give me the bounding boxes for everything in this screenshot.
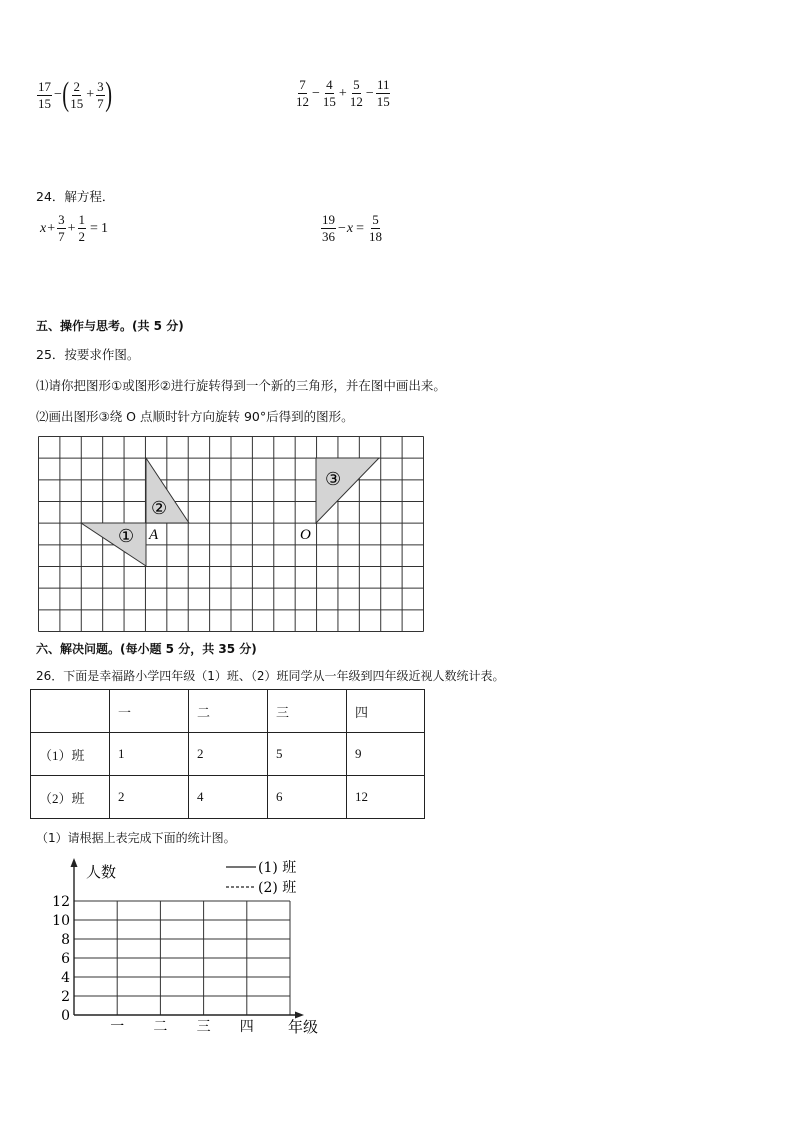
chart-ticks [52, 894, 70, 1024]
table-cell: 6 [268, 776, 347, 819]
q25-part-2: ⑵画出图形③绕 O 点顺时针方向旋转 90°后得到的图形。 [36, 409, 354, 424]
fraction: $\frac{3}{7}$ [97, 78, 104, 111]
table-cell: （1）班 [31, 733, 110, 776]
table-row [31, 776, 425, 819]
point-o-label: O [300, 527, 311, 543]
section-6-heading: 六、解决问题。(每小题 5 分，共 35 分) [36, 642, 257, 656]
y-tick-label: 6 [61, 951, 70, 967]
shape-3-label: ③ [325, 469, 342, 489]
line-chart [30, 855, 340, 1040]
table-header-cell: 二 [189, 690, 268, 733]
line-chart-svg [30, 855, 340, 1040]
triangle-shape-3 [316, 458, 379, 523]
table-header-cell: 三 [268, 690, 347, 733]
fraction: $\frac{3}{7}$ [58, 212, 65, 244]
fraction: $\frac{4}{15}$ [322, 77, 336, 109]
x-category-label: 一 [110, 1019, 125, 1035]
table-cell: 5 [268, 733, 347, 776]
table-header-cell: 一 [110, 690, 189, 733]
point-a-label: A [149, 527, 159, 543]
q26-sub-question-1: （1）请根据上表完成下面的统计图。 [36, 831, 236, 845]
y-axis-arrow [71, 858, 78, 867]
q26-title: 26．下面是幸福路小学四年级（1）班、（2）班同学从一年级到四年级近视人数统计表。 [36, 669, 505, 683]
y-tick-label: 0 [61, 1008, 70, 1024]
table-cell: 2 [110, 776, 189, 819]
shape-2-label: ② [151, 498, 168, 518]
fraction: $\frac{17}{15}$ [38, 78, 51, 111]
shape-1-label: ① [118, 526, 135, 546]
y-tick-label: 4 [61, 970, 70, 986]
x-category-label: 四 [239, 1019, 254, 1035]
x-category-label: 二 [153, 1019, 168, 1035]
legend-class-1: (1) 班 [258, 860, 297, 876]
table-cell: 12 [347, 776, 425, 819]
fraction: $\frac{7}{12}$ [296, 77, 309, 109]
y-tick-label: 10 [52, 913, 70, 929]
q25-title: 25．按要求作图。 [36, 347, 140, 362]
q25-part-1: ⑴请你把图形①或图形②进行旋转得到一个新的三角形，并在图中画出来。 [36, 378, 446, 393]
table-header-cell: 四 [347, 690, 425, 733]
q23-expression-2: $\frac{7}{12}$ − $\frac{4}{15}$ + $\frac{5}{12}$ − $\frac{11}{15}$ [296, 77, 390, 109]
legend-class-2: (2) 班 [258, 880, 297, 896]
table-row [31, 733, 425, 776]
fraction: $\frac{1}{2}$ [78, 212, 86, 244]
y-tick-label: 12 [52, 894, 70, 910]
table-cell: 2 [189, 733, 268, 776]
table-header-cell [31, 690, 110, 733]
rotation-grid-svg [38, 436, 424, 632]
table-cell: 1 [110, 733, 189, 776]
table-cell: 4 [189, 776, 268, 819]
myopia-stats-table [30, 689, 425, 819]
y-tick-label: 2 [61, 989, 70, 1005]
y-tick-label: 8 [61, 932, 70, 948]
q23-expression-1: $\frac{17}{15}$ − ( $\frac{2}{15}$ + $\frac{3}{7}$ ) [38, 76, 112, 113]
section-5-heading: 五、操作与思考。(共 5 分) [36, 319, 184, 333]
fraction: $\frac{19}{36}$ [322, 212, 335, 244]
x-axis-label: 年级 [288, 1018, 319, 1036]
fraction: $\frac{5}{12}$ [349, 77, 363, 109]
rotation-grid-figure [38, 436, 424, 632]
chart-grid [74, 901, 290, 1015]
q24-equation-1: x + $\frac{3}{7}$ + $\frac{1}{2}$ = 1 [40, 212, 108, 244]
chart-categories [110, 1019, 254, 1035]
table-cell: （2）班 [31, 776, 110, 819]
q24-title: 24．解方程． [36, 189, 115, 204]
fraction: $\frac{5}{18}$ [369, 212, 383, 244]
table-header-row [31, 690, 425, 733]
q24-equation-2: $\frac{19}{36}$ − x = $\frac{5}{18}$ [322, 212, 383, 244]
fraction: $\frac{11}{15}$ [376, 77, 390, 109]
fraction: $\frac{2}{15}$ [70, 78, 84, 111]
x-category-label: 三 [196, 1019, 211, 1035]
table-cell: 9 [347, 733, 425, 776]
y-axis-label: 人数 [86, 863, 117, 881]
